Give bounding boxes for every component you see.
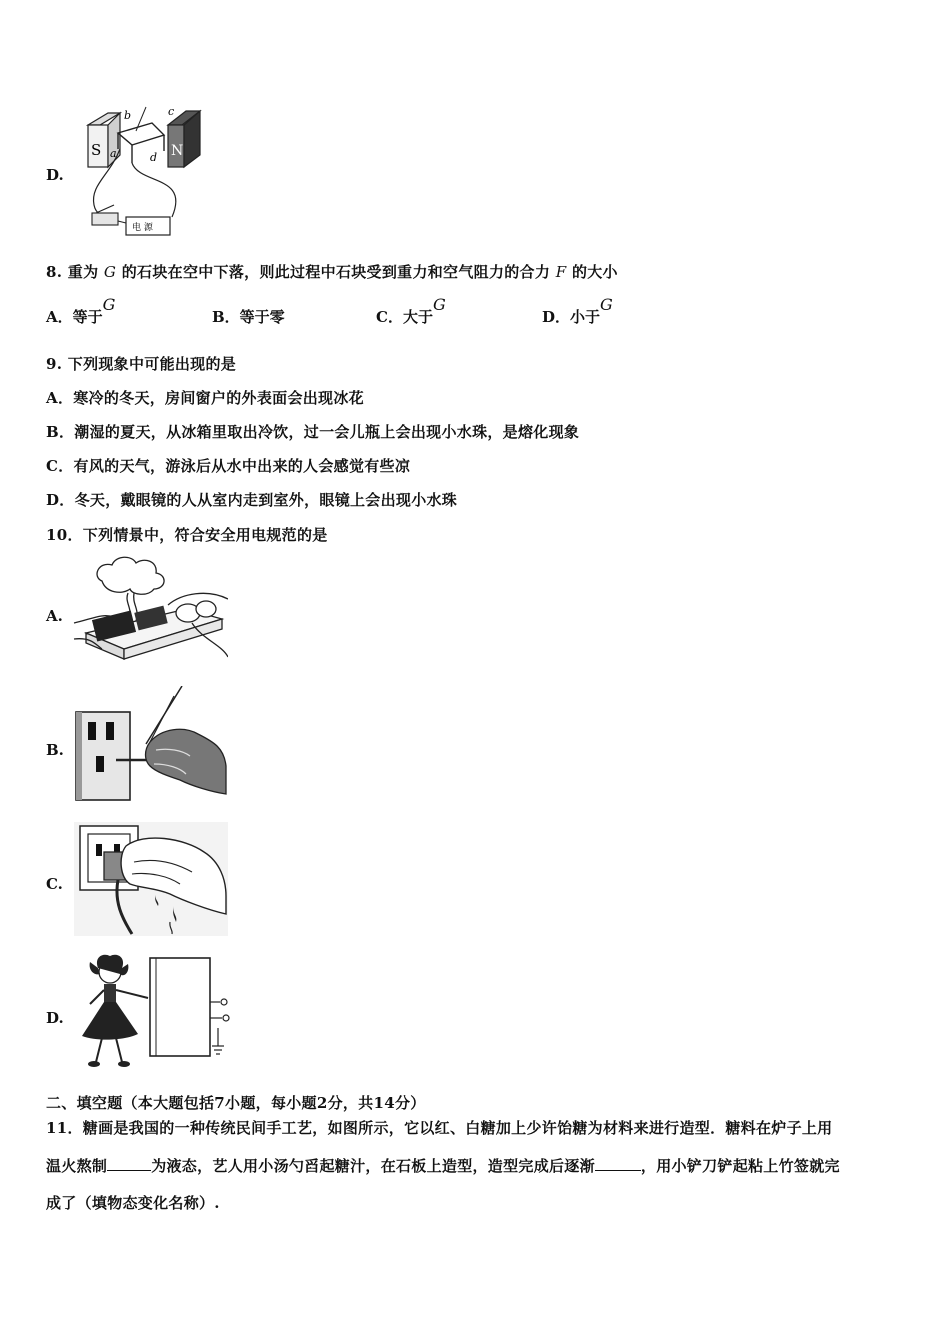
q11-line2-b: 为液态，艺人用小汤勺舀起糖汁，在石板上造型，造型完成后逐渐 [151,1157,595,1175]
q8-option-d[interactable] [542,295,613,327]
q10-stem: 10．下列情景中，符合安全用电规范的是 [46,526,328,544]
q10-option-a-label[interactable]: A. [46,607,63,625]
coil-a-label: a [110,147,117,160]
q10-option-c-figure [74,822,228,936]
q8-var-g: G [103,263,117,281]
q8-option-c[interactable] [376,295,446,327]
q8-option-c-var: G [432,295,446,314]
q8-option-d-text: D．小于 [542,308,601,326]
q11-line2-a: 温火熬制 [46,1157,108,1175]
q9-option-c[interactable]: C．有风的天气，游泳后从水中出来的人会感觉有些凉 [46,457,411,475]
q9-option-d[interactable]: D．冬天，戴眼镜的人从室内走到室外，眼镜上会出现小水珠 [46,491,458,509]
q10-option-d-figure [76,952,236,1072]
q7-option-d-label: D. [46,166,64,184]
q8-option-a-var: G [102,295,116,314]
q8-option-d-var: G [600,295,613,314]
q11-line2-c: ，用小铲刀铲起粘上竹签就完 [640,1157,840,1175]
q9-option-b[interactable]: B．潮湿的夏天，从冰箱里取出冷饮，过一会儿瓶上会出现小水珠，是熔化现象 [46,423,580,441]
q10-option-b-label[interactable]: B. [46,741,64,759]
q7-magnet-circuit-figure [80,105,210,240]
q8-option-b[interactable] [212,306,285,327]
coil-c-label: c [168,105,175,118]
q10-option-c-label[interactable]: C. [46,875,63,893]
q10-option-a-figure [72,553,228,663]
q9-option-a[interactable]: A．寒冷的冬天，房间窗户的外表面会出现冰花 [46,389,364,407]
q10-option-d-label[interactable]: D. [46,1009,64,1027]
q8-option-a-text: A．等于 [46,308,103,326]
magnet-s-label: S [91,141,102,159]
q8-var-f: F [555,263,567,281]
q8-stem [46,261,618,282]
q11-line2 [46,1155,840,1176]
magnet-n-label: N [171,143,184,159]
q8-option-b-text: B．等于零 [212,308,285,326]
q8-stem-mid: 的石块在空中下落，则此过程中石块受到重力和空气阻力的合力 [121,263,551,281]
q11-blank-1[interactable] [107,1156,151,1171]
q11-blank-2[interactable] [595,1156,641,1171]
coil-d-label: d [150,151,158,164]
q8-option-a[interactable] [46,295,116,327]
battery-label: 电 源 [132,223,153,233]
q11-line1: 11．糖画是我国的一种传统民间手工艺，如图所示，它以红、白糖加上少许饴糖为材料来进行造型．糖料在炉子上用 [46,1119,833,1137]
q10-option-b-figure [72,686,228,802]
section2-heading: 二、填空题（本大题包括7小题，每小题2分，共14分） [46,1094,426,1112]
q8-stem-post: 的大小 [571,263,618,281]
q9-stem: 9. 下列现象中可能出现的是 [46,355,237,373]
q8-option-c-text: C．大于 [376,308,433,326]
coil-b-label: b [124,109,132,122]
q8-stem-pre: 8. 重为 [46,263,99,281]
q11-line3: 成了（填物态变化名称）. [46,1194,220,1212]
